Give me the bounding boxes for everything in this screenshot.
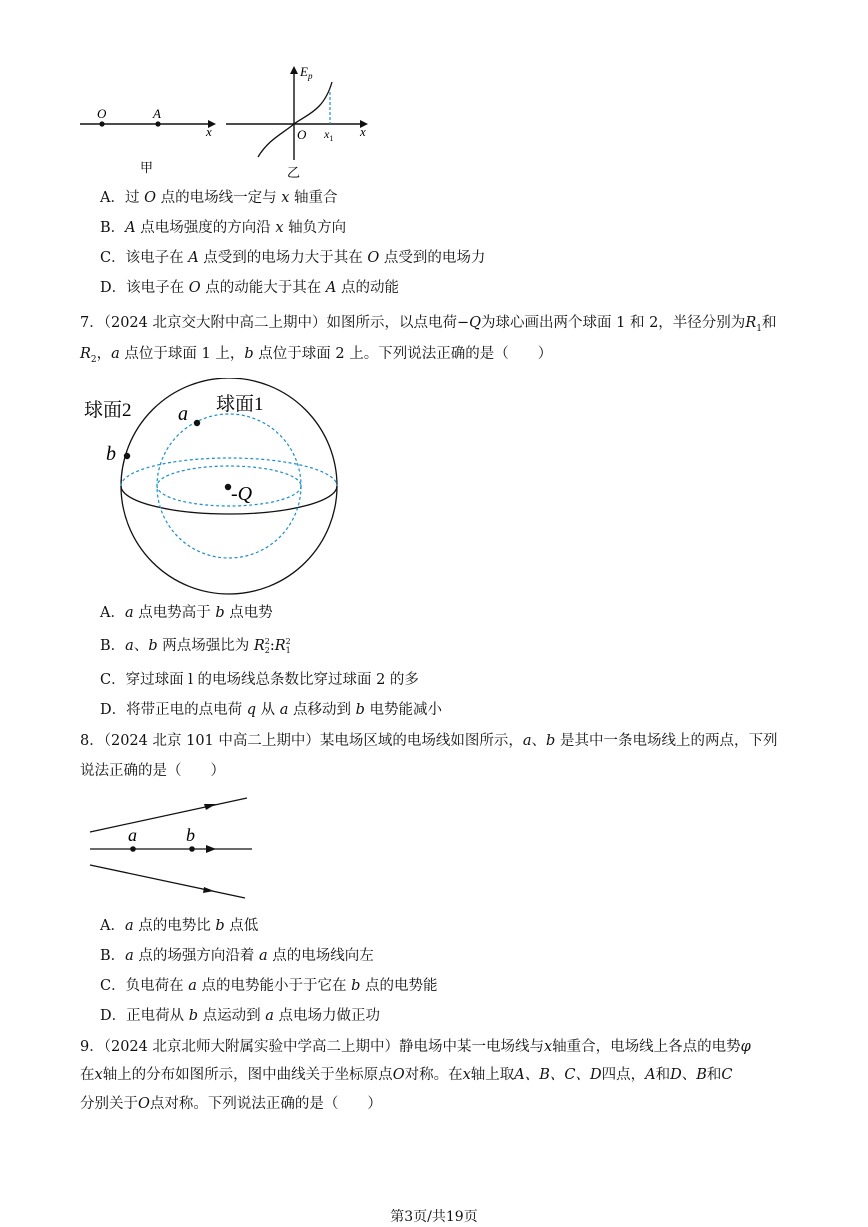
caption-yi: 乙: [287, 165, 301, 180]
figure-yi: [222, 60, 372, 185]
figure-spheres: [80, 378, 355, 603]
q6-option-c[interactable]: C．该电子在 A 点受到的电场力大于其在 O 点受到的电场力: [100, 250, 486, 266]
q6-option-a[interactable]: A．过 O 点的电场线一定与 x 轴重合: [100, 190, 338, 206]
point-a: [130, 846, 136, 852]
point-b: [189, 846, 195, 852]
q8-option-c[interactable]: C．负电荷在 a 点的电势能小于于它在 b 点的电势能: [100, 978, 438, 994]
point-A: [155, 121, 160, 126]
label-a: a: [128, 825, 137, 845]
label-sphere2: 球面2: [84, 400, 132, 421]
field-line-bottom: [90, 865, 245, 898]
point-a: [194, 420, 200, 426]
q9-stem-line2: 在x轴上的分布如图所示，图中曲线关于坐标原点O对称。在x轴上取A、B、C、D四点，A和D、B和C: [80, 1067, 733, 1083]
q7-option-d[interactable]: D．将带正电的点电荷 q 从 a 点移动到 b 电势能减小: [100, 702, 443, 718]
label-x: x: [360, 124, 366, 139]
equator-2-back: [121, 458, 337, 486]
q8-option-d[interactable]: D．正电荷从 b 点运动到 a 点电场力做正功: [100, 1008, 381, 1024]
q9-stem-line1: 9．（2024 北京北师大附属实验中学高二上期中）静电场中某一电场线与x轴重合，电场线上各点的电势φ: [80, 1039, 751, 1055]
label-x: x: [206, 124, 212, 139]
label-O: O: [297, 127, 307, 142]
q7-option-c[interactable]: C．穿过球面 l 的电场线总条数比穿过球面 2 的多: [100, 672, 419, 688]
q8-option-b[interactable]: B．a 点的场强方向沿着 a 点的电场线向左: [100, 948, 374, 964]
ep-curve: [258, 82, 332, 157]
figure-field-lines: [85, 792, 255, 904]
label-b: b: [106, 443, 116, 465]
svg-text:x1: $x_1$: [324, 127, 334, 143]
q8-stem-line2: 说法正确的是（ ）: [80, 763, 225, 779]
label-b: b: [186, 825, 195, 845]
q7-option-b[interactable]: B．a、b 两点场强比为 R2 2:R2 1: [100, 637, 291, 655]
q7-stem-line2: $R_2$，a 点位于球面 1 上，b 点位于球面 2 上。下列说法正确的是（ ）: [80, 346, 553, 365]
label-Ep: E: [300, 64, 308, 79]
caption-jia: 甲: [140, 160, 154, 175]
q8-stem-line1: 8．（2024 北京 101 中高二上期中）某电场区域的电场线如图所示，a、b 是其中一条电场线上的两点，下列: [80, 733, 778, 749]
ratio-formula: R2 2:R2 1: [253, 637, 291, 655]
label-O: O: [97, 106, 107, 121]
point-O: [99, 121, 104, 126]
label-A: A: [153, 106, 161, 121]
label-sphere1: 球面1: [216, 394, 264, 415]
figure-jia: [70, 90, 220, 180]
field-line-top: [90, 798, 247, 832]
label-charge: -Q: [231, 483, 253, 505]
point-b: [124, 453, 130, 459]
q8-option-a[interactable]: A．a 点的电势比 b 点低: [100, 918, 259, 934]
q7-option-a[interactable]: A．a 点电势高于 b 点电势: [100, 605, 273, 621]
q9-stem-line3: 分别关于O点对称。下列说法正确的是（ ）: [80, 1096, 382, 1112]
q7-stem-line1: 7．（2024 北京交大附中高二上期中）如图所示，以点电荷−Q为球心画出两个球面 1 和 2，半径分别为$R_1$和: [80, 315, 777, 334]
label-a: a: [178, 403, 188, 425]
q6-option-b[interactable]: B．A 点电场强度的方向沿 x 轴负方向: [100, 220, 347, 236]
equator-2-front: [121, 486, 337, 514]
page-footer: 第3页/共19页: [390, 1209, 478, 1225]
q6-option-d[interactable]: D．该电子在 O 点的动能大于其在 A 点的动能: [100, 280, 399, 296]
label-x1: x: [324, 127, 330, 141]
svg-text:Ep: $E_p$: [300, 64, 313, 81]
